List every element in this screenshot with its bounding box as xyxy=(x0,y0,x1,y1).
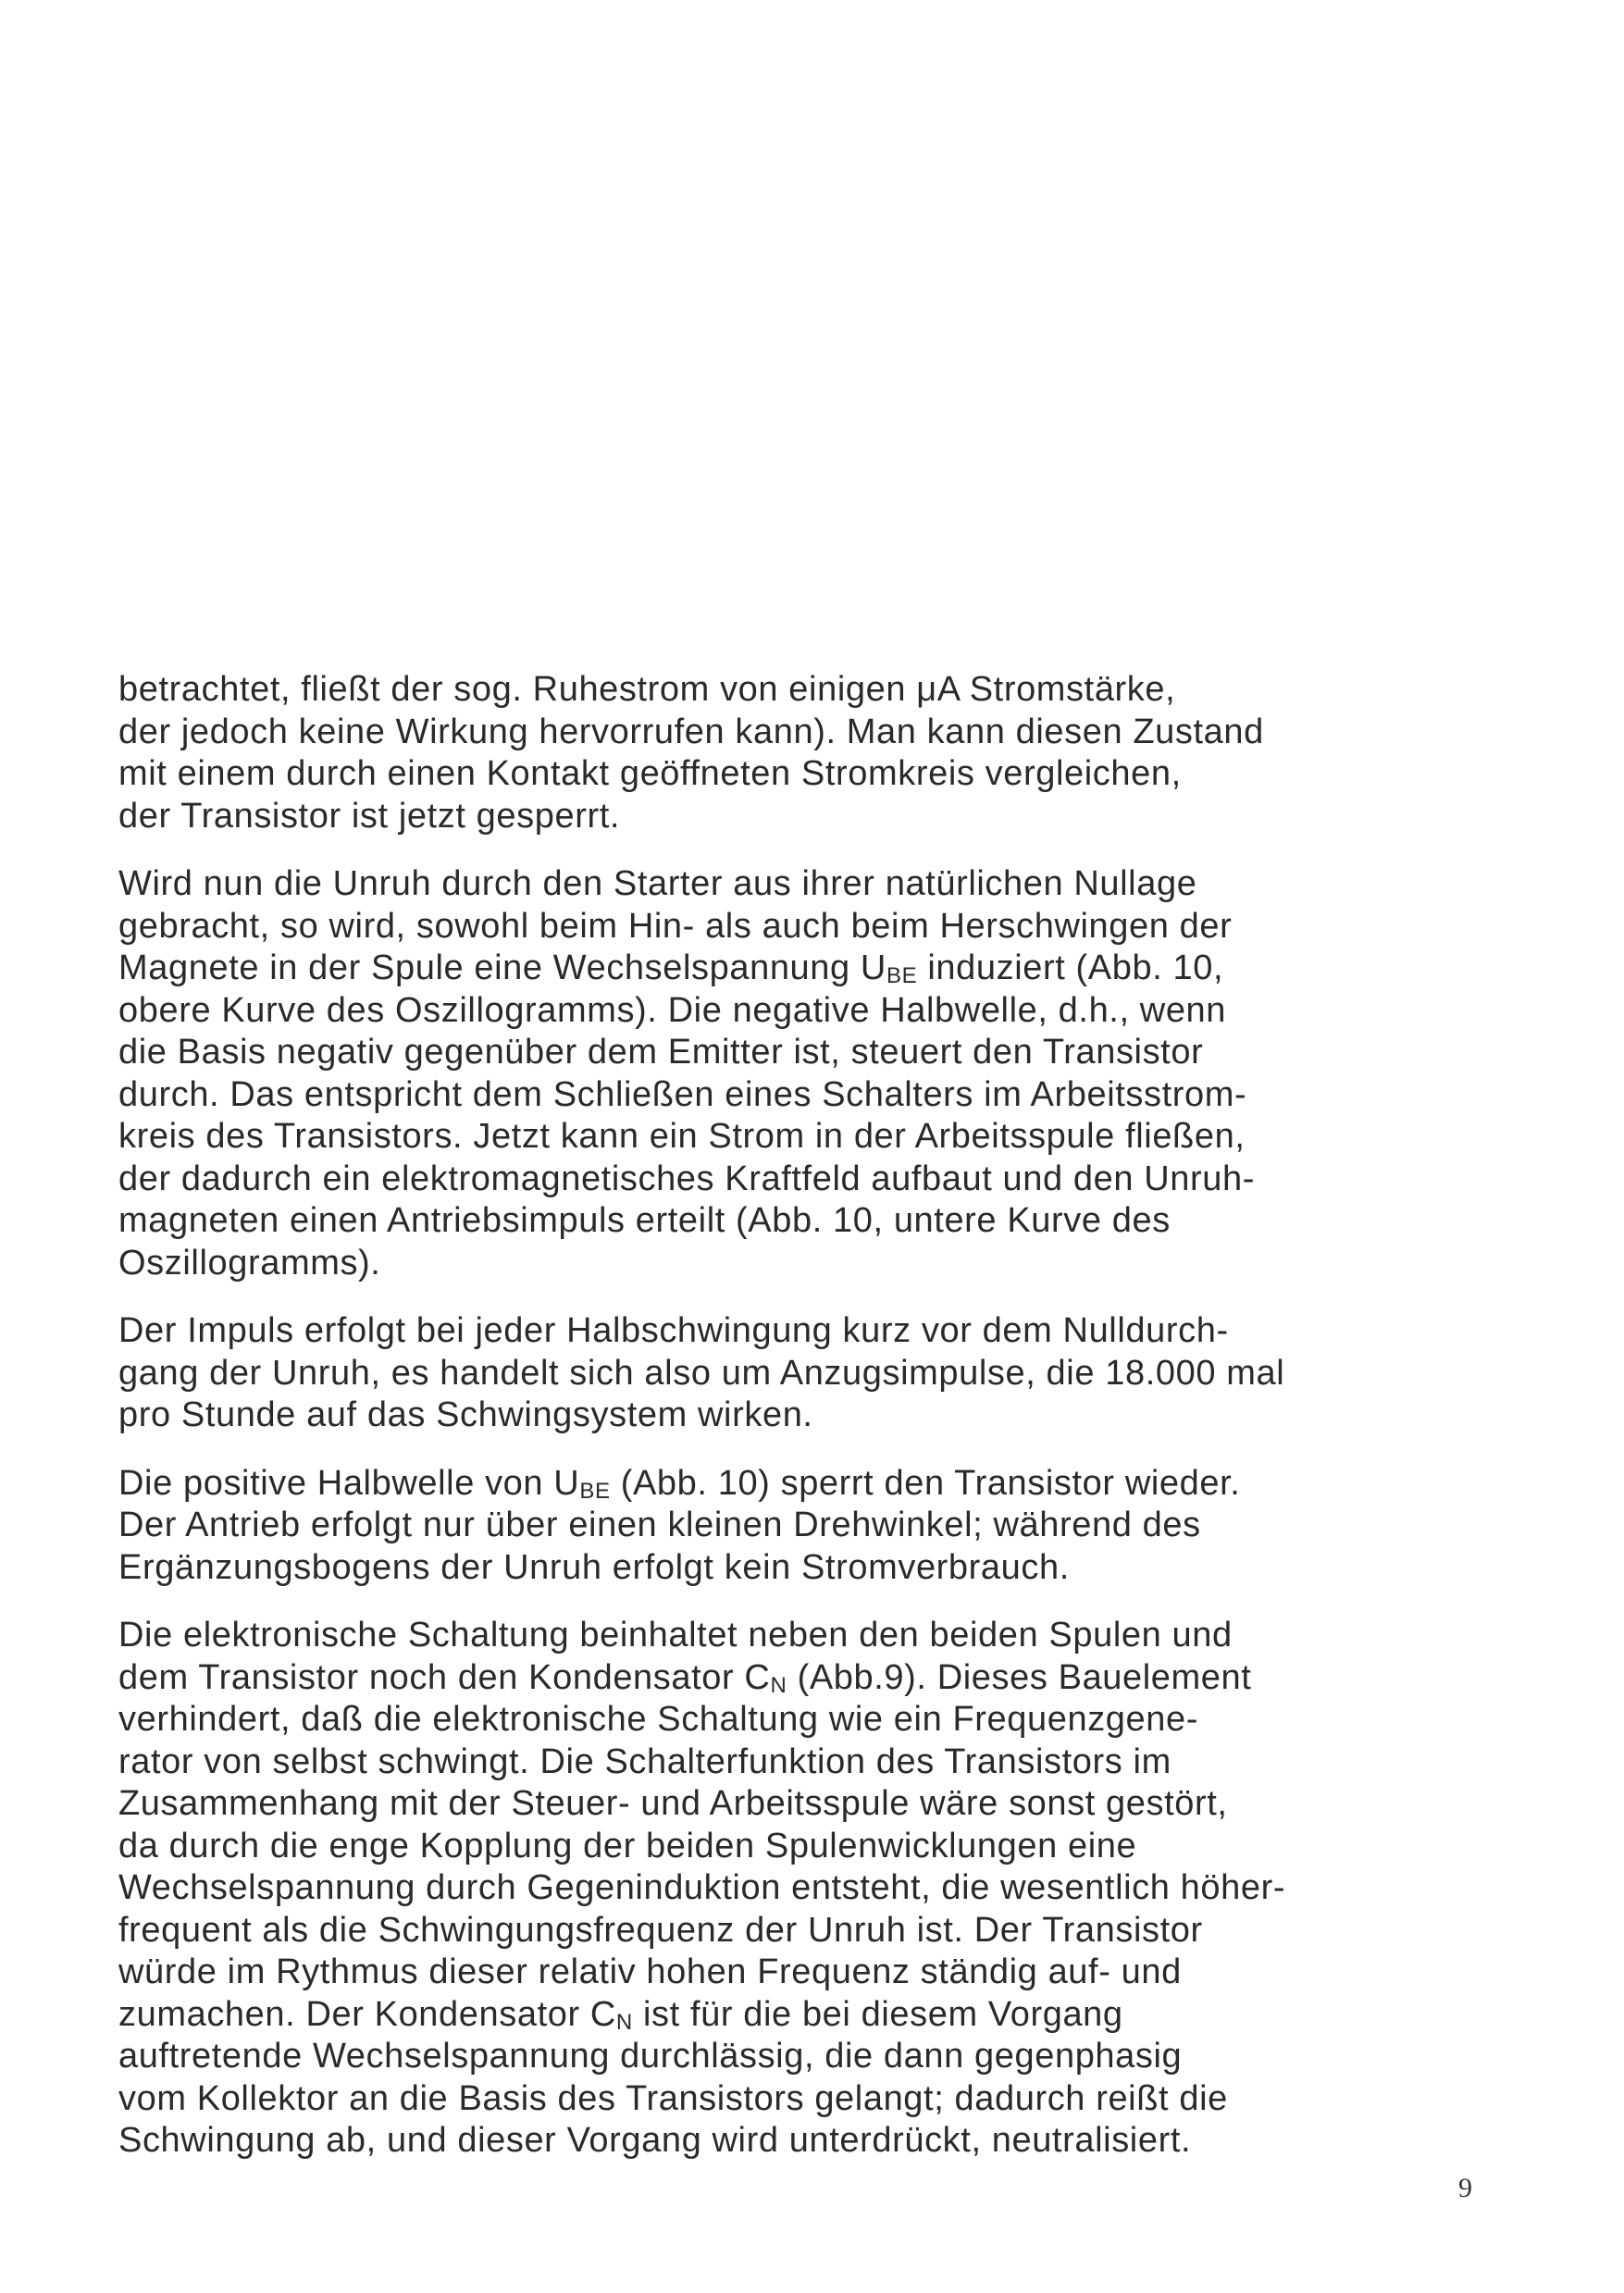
text-line: der Transistor ist jetzt gesperrt. xyxy=(118,796,621,836)
text-span: Die positive Halbwelle von U xyxy=(118,1463,580,1503)
text-line: gang der Unruh, es handelt sich also um Anzugsimpulse, die 18.000 mal xyxy=(118,1353,1285,1393)
text-span: zumachen. Der Kondensator C xyxy=(118,1994,616,2034)
text-line: obere Kurve des Oszillogramms). Die negative Halbwelle, d.h., wenn xyxy=(118,990,1227,1030)
text-line: gebracht, so wird, sowohl beim Hin- als auch beim Herschwingen der xyxy=(118,906,1233,946)
text-line: Schwingung ab, und dieser Vorgang wird unterdrückt, neutralisiert. xyxy=(118,2121,1192,2160)
text-line: Wird nun die Unruh durch den Starter aus ihrer natürlichen Nullage xyxy=(118,864,1197,903)
paragraph-1 xyxy=(118,669,1479,837)
text-line xyxy=(118,1657,1479,1700)
text-line: pro Stunde auf das Schwingsystem wirken. xyxy=(118,1395,813,1434)
paragraph-5 xyxy=(118,1615,1479,2163)
text-line xyxy=(118,1463,1479,1506)
subscript: BE xyxy=(886,963,918,988)
text-line: Der Antrieb erfolgt nur über einen kleinen Drehwinkel; während des xyxy=(118,1506,1201,1544)
text-span: (Abb. 10) sperrt den Transistor wieder. xyxy=(610,1463,1241,1503)
text-line: Die elektronische Schaltung beinhaltet neben den beiden Spulen und xyxy=(118,1616,1233,1655)
text-line: der jedoch keine Wirkung hervorrufen kann). Man kann diesen Zustand xyxy=(118,712,1264,751)
text-line: verhindert, daß die elektronische Schaltung wie ein Frequenzgene- xyxy=(118,1700,1198,1739)
text-line: die Basis negativ gegenüber dem Emitter ist, steuert den Transistor xyxy=(118,1033,1204,1072)
body-text xyxy=(118,669,1479,2188)
text-span: ist für die bei diesem Vorgang xyxy=(632,1994,1123,2034)
text-span: dem Transistor noch den Kondensator C xyxy=(118,1657,771,1697)
text-line: vom Kollektor an die Basis des Transistors gelangt; dadurch reißt die xyxy=(118,2078,1228,2118)
text-line: auftretende Wechselspannung durchlässig, die dann gegenphasig xyxy=(118,2037,1183,2076)
paragraph-2 xyxy=(118,863,1479,1284)
text-line: frequent als die Schwingungsfrequenz der Unruh ist. Der Transistor xyxy=(118,1910,1203,1950)
text-line xyxy=(118,1994,1479,2037)
text-span: induziert (Abb. 10, xyxy=(917,948,1224,987)
text-line: mit einem durch einen Kontakt geöffneten Stromkreis vergleichen, xyxy=(118,754,1182,793)
text-line: da durch die enge Kopplung der beiden Spulenwicklungen eine xyxy=(118,1826,1137,1865)
text-line: kreis des Transistors. Jetzt kann ein Strom in der Arbeitsspule fließen, xyxy=(118,1117,1246,1156)
text-line: betrachtet, fließt der sog. Ruhestrom von einigen μA Stromstärke, xyxy=(118,670,1176,709)
text-line: rator von selbst schwingt. Die Schalterfunktion des Transistors im xyxy=(118,1741,1172,1781)
text-line: magneten einen Antriebsimpuls erteilt (Abb. 10, untere Kurve des xyxy=(118,1201,1171,1240)
text-line: Ergänzungsbogens der Unruh erfolgt kein Stromverbrauch. xyxy=(118,1547,1070,1587)
text-line: würde im Rythmus dieser relativ hohen Frequenz ständig auf- und xyxy=(118,1952,1182,1991)
paragraph-3 xyxy=(118,1310,1479,1437)
text-span: (Abb.9). Dieses Bauelement xyxy=(787,1657,1252,1697)
subscript: N xyxy=(615,2009,633,2035)
text-line: Wechselspannung durch Gegeninduktion entsteht, die wesentlich höher- xyxy=(118,1868,1286,1907)
text-line: Oszillogramms). xyxy=(118,1243,381,1283)
text-line: durch. Das entspricht dem Schließen eines Schalters im Arbeitsstrom- xyxy=(118,1074,1247,1114)
page-number: 9 xyxy=(1458,2173,1472,2203)
text-line: der dadurch ein elektromagnetisches Kraftfeld aufbaut und den Unruh- xyxy=(118,1159,1255,1198)
paragraph-4 xyxy=(118,1463,1479,1590)
text-line xyxy=(118,948,1479,990)
subscript: N xyxy=(770,1672,787,1698)
text-span: Magnete in der Spule eine Wechselspannung U xyxy=(118,948,886,987)
text-line: Der Impuls erfolgt bei jeder Halbschwingung kurz vor dem Nulldurch- xyxy=(118,1311,1229,1350)
text-line: Zusammenhang mit der Steuer- und Arbeitsspule wäre sonst gestört, xyxy=(118,1784,1228,1823)
subscript: BE xyxy=(579,1478,611,1504)
